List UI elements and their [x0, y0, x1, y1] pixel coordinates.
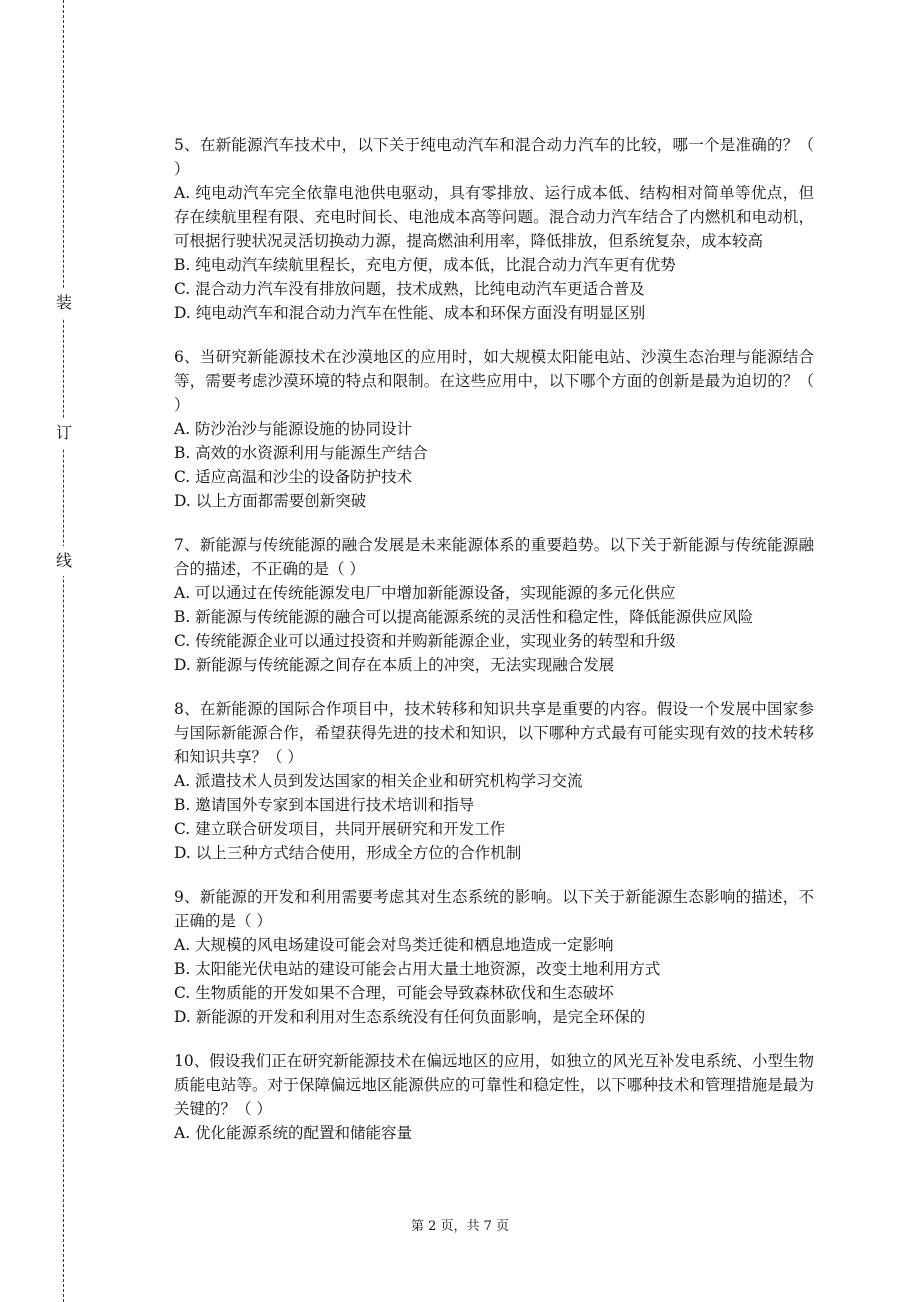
option-a: A. 优化能源系统的配置和储能容量 [174, 1124, 413, 1142]
option-c: C. 适应高温和沙尘的设备防护技术 [174, 468, 413, 486]
option-b: B. 新能源与传统能源的融合可以提高能源系统的灵活性和稳定性，降低能源供应风险 [174, 608, 754, 626]
option-b: B. 太阳能光伏电站的建设可能会占用大量土地资源，改变土地利用方式 [174, 960, 661, 978]
question-stem: 6、当研究新能源技术在沙漠地区的应用时，如大规模太阳能电站、沙漠生态治理与能源结合等，需要考虑沙漠环境的特点和限制。在这些应用中，以下哪个方面的创新是最为迫切的？（ ） [174, 348, 814, 414]
question-9 [174, 885, 814, 1029]
question-stem: 8、在新能源的国际合作项目中，技术转移和知识共享是重要的内容。假设一个发展中国家参与国际新能源合作，希望获得先进的技术和知识，以下哪种方式最有可能实现有效的技术转移和知识共享？（ ） [174, 700, 814, 766]
option-d: D. 以上方面都需要创新突破 [174, 492, 367, 510]
binding-char-zhuang: 装 [53, 288, 75, 318]
option-c: C. 传统能源企业可以通过投资和并购新能源企业，实现业务的转型和升级 [174, 632, 676, 650]
option-b: B. 高效的水资源利用与能源生产结合 [174, 444, 428, 462]
binding-char-ding: 订 [53, 418, 75, 448]
option-d: D. 纯电动汽车和混合动力汽车在性能、成本和环保方面没有明显区别 [174, 304, 646, 322]
question-stem: 5、在新能源汽车技术中，以下关于纯电动汽车和混合动力汽车的比较，哪一个是准确的？（ ） [174, 136, 814, 178]
question-7 [174, 533, 814, 677]
page-footer: 第 2 页，共 7 页 [410, 1219, 510, 1234]
option-c: C. 建立联合研发项目，共同开展研究和开发工作 [174, 820, 506, 838]
question-8 [174, 697, 814, 865]
option-a: A. 防沙治沙与能源设施的协同设计 [174, 420, 413, 438]
question-10 [174, 1049, 814, 1145]
question-stem: 10、假设我们正在研究新能源技术在偏远地区的应用，如独立的风光互补发电系统、小型生物质能电站等。对于保障偏远地区能源供应的可靠性和稳定性，以下哪种技术和管理措施是最为关键的？（ ） [174, 1052, 814, 1118]
question-stem: 9、新能源的开发和利用需要考虑其对生态系统的影响。以下关于新能源生态影响的描述，不正确的是（ ） [174, 888, 814, 930]
option-a: A. 可以通过在传统能源发电厂中增加新能源设备，实现能源的多元化供应 [174, 584, 676, 602]
question-5 [174, 133, 814, 325]
question-stem: 7、新能源与传统能源的融合发展是未来能源体系的重要趋势。以下关于新能源与传统能源融合的描述，不正确的是（ ） [174, 536, 814, 578]
option-c: C. 生物质能的开发如果不合理，可能会导致森林砍伐和生态破坏 [174, 984, 614, 1002]
question-6 [174, 345, 814, 513]
option-b: B. 邀请国外专家到本国进行技术培训和指导 [174, 796, 475, 814]
option-a: A. 大规模的风电场建设可能会对鸟类迁徙和栖息地造成一定影响 [174, 936, 614, 954]
option-d: D. 以上三种方式结合使用，形成全方位的合作机制 [174, 844, 522, 862]
question-list [174, 133, 814, 1165]
option-a: A. 派遣技术人员到发达国家的相关企业和研究机构学习交流 [174, 772, 583, 790]
option-b: B. 纯电动汽车续航里程长，充电方便，成本低，比混合动力汽车更有优势 [174, 256, 676, 274]
option-c: C. 混合动力汽车没有排放问题，技术成熟，比纯电动汽车更适合普及 [174, 280, 645, 298]
binding-dashed-line [63, 0, 64, 1302]
option-d: D. 新能源与传统能源之间存在本质上的冲突，无法实现融合发展 [174, 656, 615, 674]
binding-char-xian: 线 [53, 546, 75, 576]
option-a: A. 纯电动汽车完全依靠电池供电驱动，具有零排放、运行成本低、结构相对简单等优点，但存在续航里程有限、充电时间长、电池成本高等问题。混合动力汽车结合了内燃机和电动机，可根据行驶状况灵活切换动力源，提高燃油利用率，降低排放，但系统复杂，成本较高 [174, 184, 814, 250]
option-d: D. 新能源的开发和利用对生态系统没有任何负面影响，是完全环保的 [174, 1008, 646, 1026]
